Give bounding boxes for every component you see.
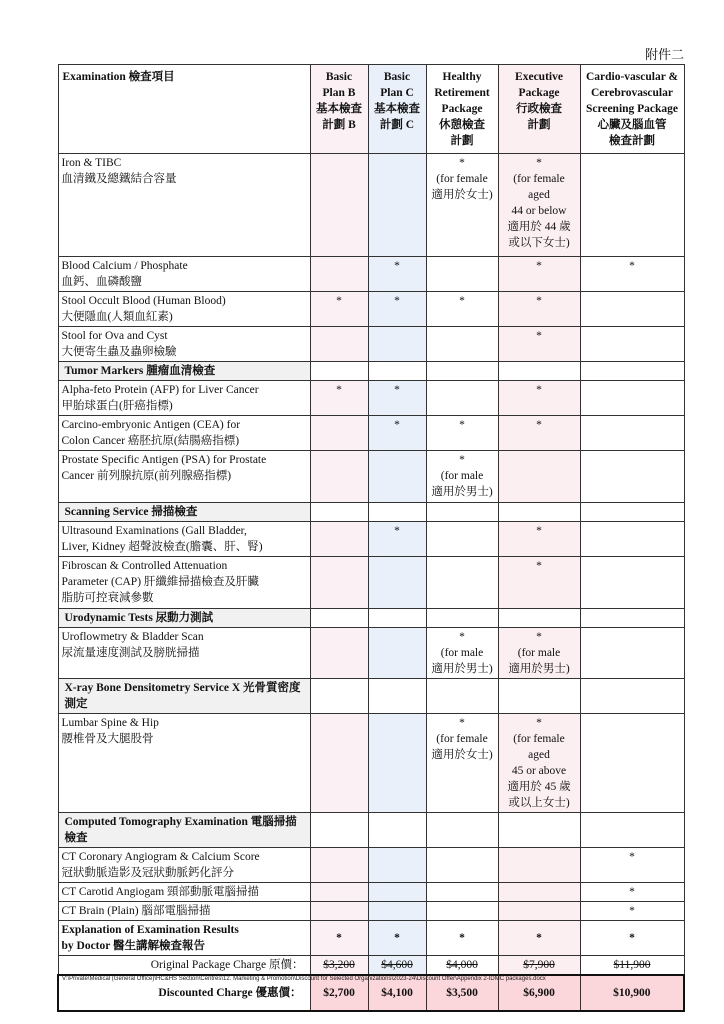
mark-plan-b — [310, 628, 368, 679]
mark-executive: * — [498, 522, 580, 557]
discounted-price-plan-c: $4,100 — [368, 975, 426, 1011]
mark-healthy-retirement — [426, 257, 498, 292]
explanation-mark-healthy-retirement: * — [426, 921, 498, 956]
mark-plan-c: * — [368, 292, 426, 327]
mark-cardio-vascular — [580, 381, 684, 416]
examination-name: Stool Occult Blood (Human Blood) 大便隱血(人類血紅素) — [58, 292, 310, 327]
table-row — [58, 327, 684, 362]
mark-plan-b — [310, 714, 368, 813]
mark-cardio-vascular: * — [580, 257, 684, 292]
mark-healthy-retirement: * — [426, 416, 498, 451]
discounted-price-healthy-retirement: $3,500 — [426, 975, 498, 1011]
mark-plan-c: * — [368, 257, 426, 292]
discounted-price-cardio-vascular: $10,900 — [580, 975, 684, 1011]
mark-plan-c: * — [368, 416, 426, 451]
section-empty-cell — [368, 609, 426, 628]
mark-executive — [498, 902, 580, 921]
mark-plan-b: * — [310, 381, 368, 416]
mark-cardio-vascular — [580, 292, 684, 327]
mark-healthy-retirement — [426, 327, 498, 362]
header-row — [58, 65, 684, 154]
mark-plan-b — [310, 416, 368, 451]
mark-cardio-vascular: * — [580, 883, 684, 902]
table-row — [58, 522, 684, 557]
section-empty-cell — [310, 609, 368, 628]
table-row — [58, 628, 684, 679]
section-title: X-ray Bone Densitometry Service X 光骨質密度測定 — [58, 679, 310, 714]
examination-table — [57, 64, 685, 1012]
mark-plan-c: * — [368, 522, 426, 557]
section-empty-cell — [368, 362, 426, 381]
mark-cardio-vascular — [580, 628, 684, 679]
original-price-plan-b: $3,200 — [310, 956, 368, 976]
mark-plan-b — [310, 848, 368, 883]
examination-name: Alpha-feto Protein (AFP) for Liver Cancer 甲胎球蛋白(肝癌指標) — [58, 381, 310, 416]
mark-healthy-retirement — [426, 557, 498, 609]
header-executive: Executive Package 行政檢查 計劃 — [498, 65, 580, 154]
examination-name: CT Coronary Angiogram & Calcium Score 冠狀動脈造影及冠狀動脈鈣化評分 — [58, 848, 310, 883]
examination-name: Uroflowmetry & Bladder Scan 尿流量速度測試及膀胱掃描 — [58, 628, 310, 679]
explanation-label: Explanation of Examination Results by Doctor 醫生講解檢查報告 — [58, 921, 310, 956]
original-price-plan-c: $4,600 — [368, 956, 426, 976]
discounted-price-executive: $6,900 — [498, 975, 580, 1011]
header-cardio-vascular: Cardio-vascular & Cerebrovascular Screening Package 心臟及腦血管 檢查計劃 — [580, 65, 684, 154]
mark-healthy-retirement: * — [426, 292, 498, 327]
table-row — [58, 292, 684, 327]
section-empty-cell — [368, 503, 426, 522]
section-row — [58, 679, 684, 714]
mark-executive: * (for male 適用於男士) — [498, 628, 580, 679]
section-empty-cell — [426, 679, 498, 714]
section-empty-cell — [368, 813, 426, 848]
mark-executive — [498, 883, 580, 902]
table-row — [58, 902, 684, 921]
mark-plan-b — [310, 451, 368, 503]
mark-healthy-retirement — [426, 883, 498, 902]
section-empty-cell — [498, 813, 580, 848]
section-empty-cell — [580, 609, 684, 628]
section-empty-cell — [498, 609, 580, 628]
section-empty-cell — [580, 503, 684, 522]
header-examination: Examination 檢查項目 — [58, 65, 310, 154]
section-empty-cell — [310, 679, 368, 714]
mark-plan-c: * — [368, 381, 426, 416]
section-row — [58, 609, 684, 628]
section-empty-cell — [310, 813, 368, 848]
mark-healthy-retirement: * (for male 適用於男士) — [426, 628, 498, 679]
table-row — [58, 451, 684, 503]
mark-plan-c — [368, 848, 426, 883]
mark-cardio-vascular: * — [580, 902, 684, 921]
file-path-footer: V:\Private\Medical (General Office)\HC&HS Section\Centres\12. Marketing & Promotion\Discount for Selected Organizations\2023-24\Discount Offer\Appendix 2-IDMC packages.docx — [62, 976, 546, 982]
examination-name: Lumbar Spine & Hip 腰椎骨及大腿股骨 — [58, 714, 310, 813]
section-empty-cell — [580, 679, 684, 714]
explanation-mark-cardio-vascular: * — [580, 921, 684, 956]
examination-name: Stool for Ova and Cyst 大便寄生蟲及蟲卵檢驗 — [58, 327, 310, 362]
section-empty-cell — [580, 362, 684, 381]
examination-name: Fibroscan & Controlled Attenuation Parameter (CAP) 肝纖維掃描檢查及肝臟 脂肪可控衰減參數 — [58, 557, 310, 609]
table-row — [58, 848, 684, 883]
explanation-mark-plan-b: * — [310, 921, 368, 956]
mark-plan-b — [310, 902, 368, 921]
mark-healthy-retirement — [426, 902, 498, 921]
explanation-mark-plan-c: * — [368, 921, 426, 956]
examination-name: Iron & TIBC 血清鐵及總鐵結合容量 — [58, 154, 310, 257]
table-body — [58, 154, 684, 1012]
examination-name: Blood Calcium / Phosphate 血鈣、血磷酸鹽 — [58, 257, 310, 292]
mark-plan-c — [368, 557, 426, 609]
mark-plan-c — [368, 451, 426, 503]
section-title: Scanning Service 掃描檢查 — [58, 503, 310, 522]
section-empty-cell — [368, 679, 426, 714]
section-title: Tumor Markers 腫瘤血清檢查 — [58, 362, 310, 381]
original-price-healthy-retirement: $4,000 — [426, 956, 498, 976]
mark-plan-c — [368, 883, 426, 902]
mark-cardio-vascular — [580, 451, 684, 503]
explanation-mark-executive: * — [498, 921, 580, 956]
mark-plan-b: * — [310, 292, 368, 327]
mark-plan-c — [368, 327, 426, 362]
original-price-executive: $7,900 — [498, 956, 580, 976]
mark-plan-b — [310, 522, 368, 557]
mark-plan-c — [368, 154, 426, 257]
mark-plan-c — [368, 714, 426, 813]
section-row — [58, 813, 684, 848]
mark-healthy-retirement — [426, 522, 498, 557]
section-empty-cell — [498, 362, 580, 381]
section-empty-cell — [498, 503, 580, 522]
mark-executive — [498, 451, 580, 503]
table-row — [58, 714, 684, 813]
mark-executive: * — [498, 557, 580, 609]
table-row — [58, 557, 684, 609]
mark-cardio-vascular — [580, 416, 684, 451]
original-price-cardio-vascular: $11,900 — [580, 956, 684, 976]
examination-name: Carcino-embryonic Antigen (CEA) for Colon Cancer 癌胚抗原(結腸癌指標) — [58, 416, 310, 451]
table-row — [58, 416, 684, 451]
discounted-charge-label: Discounted Charge 優惠價： — [58, 975, 310, 1011]
examination-name: CT Brain (Plain) 腦部電腦掃描 — [58, 902, 310, 921]
original-charge-row — [58, 956, 684, 976]
section-empty-cell — [426, 503, 498, 522]
table-row — [58, 381, 684, 416]
mark-plan-b — [310, 557, 368, 609]
section-empty-cell — [580, 813, 684, 848]
mark-cardio-vascular — [580, 557, 684, 609]
mark-cardio-vascular — [580, 154, 684, 257]
mark-cardio-vascular — [580, 522, 684, 557]
table-row — [58, 257, 684, 292]
mark-executive: * (for female aged 44 or below 適用於 44 歲 或以下女士) — [498, 154, 580, 257]
mark-cardio-vascular — [580, 327, 684, 362]
mark-cardio-vascular — [580, 714, 684, 813]
header-basic-plan-b: Basic Plan B 基本檢查 計劃 B — [310, 65, 368, 154]
mark-plan-b — [310, 154, 368, 257]
mark-executive: * — [498, 327, 580, 362]
section-empty-cell — [426, 609, 498, 628]
section-row — [58, 362, 684, 381]
section-title: Computed Tomography Examination 電腦掃描檢查 — [58, 813, 310, 848]
mark-plan-c — [368, 902, 426, 921]
mark-executive: * — [498, 416, 580, 451]
section-empty-cell — [310, 362, 368, 381]
explanation-row — [58, 921, 684, 956]
mark-executive — [498, 848, 580, 883]
mark-plan-c — [368, 628, 426, 679]
mark-plan-b — [310, 883, 368, 902]
mark-executive: * — [498, 257, 580, 292]
mark-healthy-retirement: * (for male 適用於男士) — [426, 451, 498, 503]
section-row — [58, 503, 684, 522]
mark-executive: * — [498, 381, 580, 416]
mark-executive: * (for female aged 45 or above 適用於 45 歲 或以上女士) — [498, 714, 580, 813]
section-title: Urodynamic Tests 尿動力測試 — [58, 609, 310, 628]
mark-plan-b — [310, 327, 368, 362]
table-row — [58, 883, 684, 902]
annex-label: 附件二 — [644, 47, 684, 62]
mark-healthy-retirement — [426, 848, 498, 883]
examination-name: CT Carotid Angiogam 頸部動脈電腦掃描 — [58, 883, 310, 902]
header-healthy-retirement: Healthy Retirement Package 休憩檢查 計劃 — [426, 65, 498, 154]
mark-plan-b — [310, 257, 368, 292]
mark-healthy-retirement: * (for female 適用於女士) — [426, 154, 498, 257]
examination-name: Prostate Specific Antigen (PSA) for Prostate Cancer 前列腺抗原(前列腺癌指標) — [58, 451, 310, 503]
mark-healthy-retirement: * (for female 適用於女士) — [426, 714, 498, 813]
original-charge-label: Original Package Charge 原價： — [58, 956, 310, 976]
examination-name: Ultrasound Examinations (Gall Bladder, Liver, Kidney 超聲波檢查(膽囊、肝、腎) — [58, 522, 310, 557]
section-empty-cell — [426, 813, 498, 848]
mark-cardio-vascular: * — [580, 848, 684, 883]
section-empty-cell — [498, 679, 580, 714]
mark-healthy-retirement — [426, 381, 498, 416]
discounted-price-plan-b: $2,700 — [310, 975, 368, 1011]
header-basic-plan-c: Basic Plan C 基本檢查 計劃 C — [368, 65, 426, 154]
table-row — [58, 154, 684, 257]
section-empty-cell — [426, 362, 498, 381]
section-empty-cell — [310, 503, 368, 522]
mark-executive: * — [498, 292, 580, 327]
